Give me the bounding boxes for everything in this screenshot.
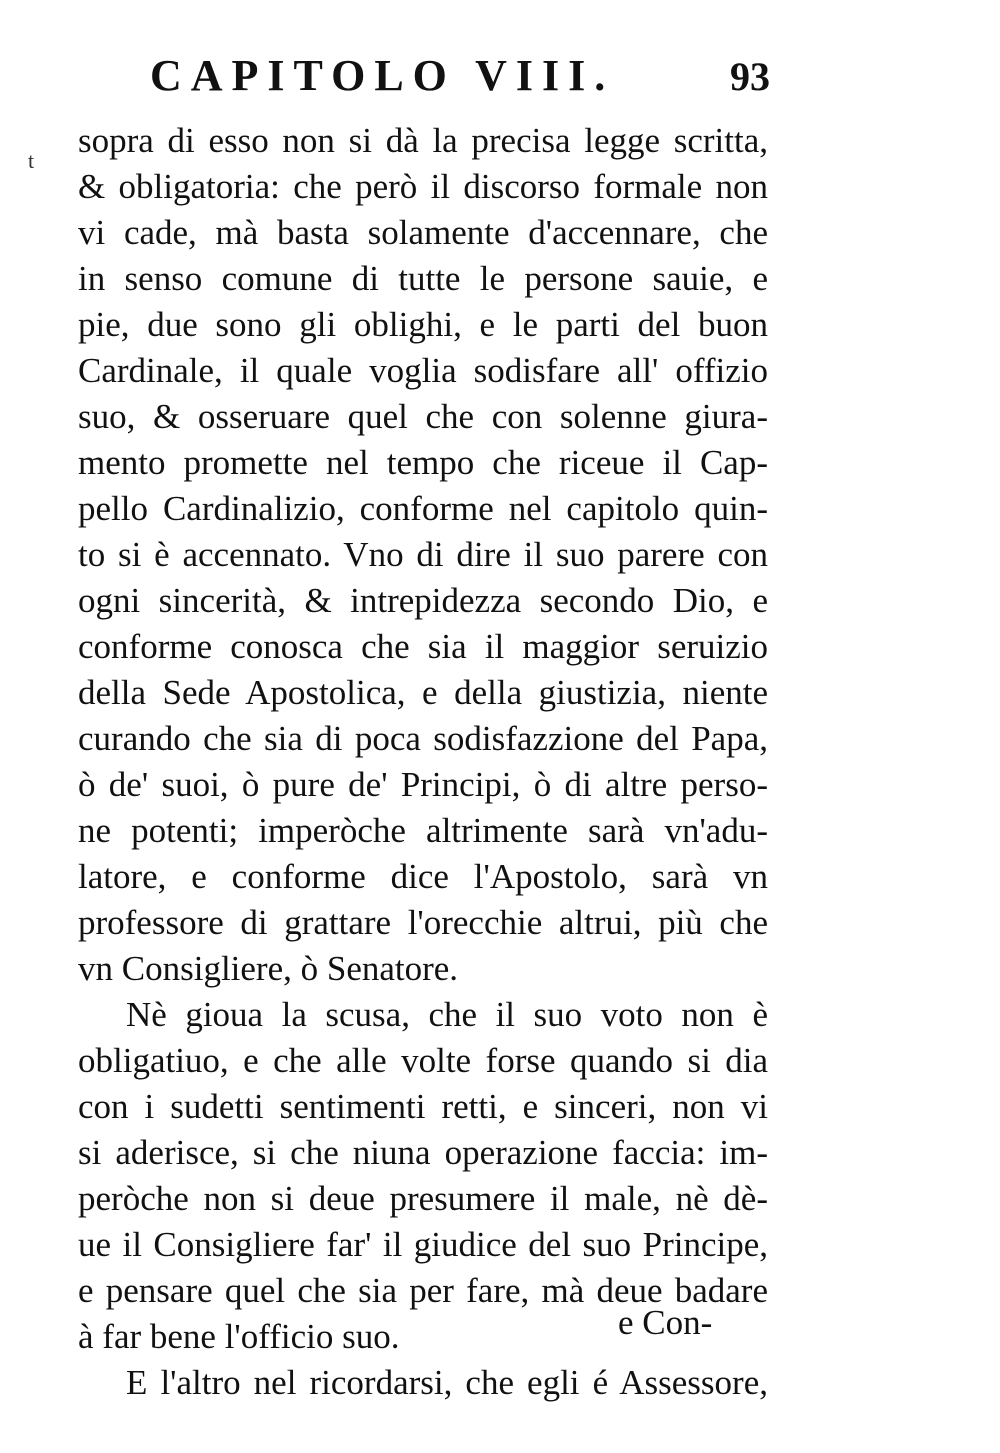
text-line: pello Cardinalizio, conforme nel capitolo quin- — [78, 489, 768, 528]
text-line: in senso comune di tutte le persone sauie, e — [78, 259, 768, 298]
text-line: con i sudetti sentimenti retti, e sinceri, non vi — [78, 1087, 768, 1126]
text-line: suo, & osseruare quel che con solenne giura- — [78, 397, 768, 436]
text-line: conforme conosca che sia il maggior seruizio — [78, 627, 768, 666]
text-line: professore di grattare l'orecchie altrui, più che — [78, 903, 768, 942]
catchword: e Con- — [618, 1303, 713, 1342]
text-line: ò de' suoi, ò pure de' Principi, ò di altre perso- — [78, 765, 768, 804]
text-line: E l'altro nel ricordarsi, che egli é Assessore, — [126, 1363, 768, 1402]
chapter-title: CAPITOLO VIII. — [150, 51, 615, 100]
text-line: della Sede Apostolica, e della giustizia, niente — [78, 673, 768, 712]
text-line: ne potenti; imperòche altrimente sarà vn'adu- — [78, 811, 768, 850]
text-line: Nè gioua la scusa, che il suo voto non è — [126, 995, 768, 1034]
text-line: obligatiuo, e che alle volte forse quando si dia — [78, 1041, 768, 1080]
body-text — [78, 118, 768, 1406]
text-line: e pensare quel che sia per fare, mà deue badare — [78, 1271, 768, 1310]
text-line: curando che sia di poca sodisfazzione del Papa, — [78, 719, 768, 758]
text-line: vn Consigliere, ò Senatore. — [78, 949, 459, 988]
margin-mark: t — [28, 148, 35, 173]
text-line: vi cade, mà basta solamente d'accennare, che — [78, 213, 768, 252]
page-number: 93 — [730, 54, 770, 99]
text-line: & obligatoria: che però il discorso formale non — [78, 167, 768, 206]
text-line: sopra di esso non si dà la precisa legge scritta, — [78, 121, 768, 160]
text-line: si aderisce, si che niuna operazione faccia: im- — [78, 1133, 768, 1172]
text-line: latore, e conforme dice l'Apostolo, sarà vn — [78, 857, 768, 896]
text-line: à far bene l'officio suo. — [78, 1317, 400, 1356]
text-line: to si è accennato. Vno di dire il suo parere con — [78, 535, 768, 574]
text-line: mento promette nel tempo che riceue il Cap- — [78, 443, 768, 482]
text-line: pie, due sono gli oblighi, e le parti del buon — [78, 305, 768, 344]
text-line: ue il Consigliere far' il giudice del suo Principe, — [78, 1225, 768, 1264]
text-line: Cardinale, il quale voglia sodisfare all' offizio — [78, 351, 768, 390]
text-line: peròche non si deue presumere il male, nè dè- — [78, 1179, 768, 1218]
running-head — [150, 50, 770, 110]
text-line: ogni sincerità, & intrepidezza secondo Dio, e — [78, 581, 768, 620]
